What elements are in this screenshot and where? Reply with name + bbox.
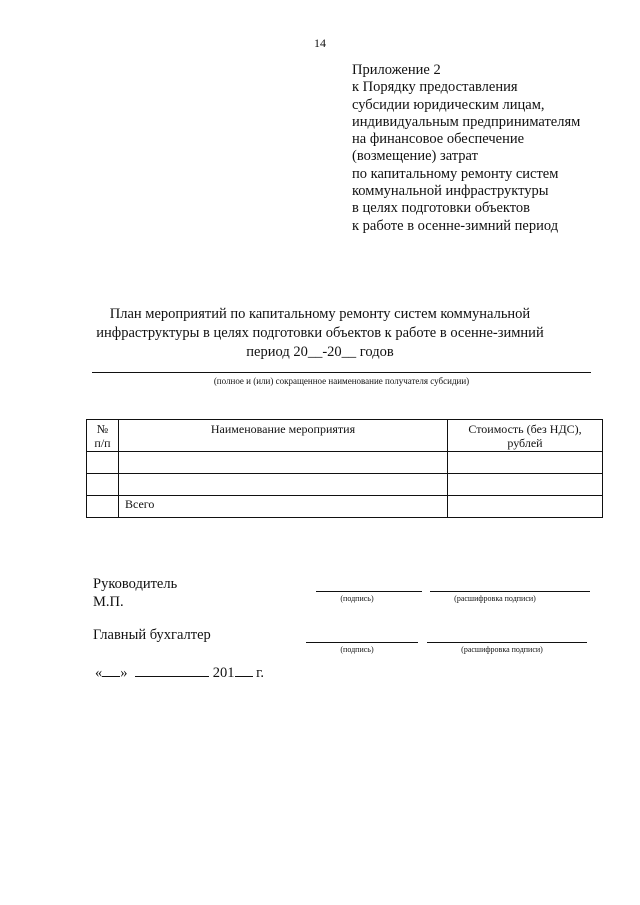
header-activity-name: Наименование мероприятия bbox=[119, 420, 448, 452]
title-line: инфраструктуры в целях подготовки объектов к работе в осенне-зимний bbox=[96, 325, 544, 341]
title-line: План мероприятий по капитальному ремонту систем коммунальной bbox=[109, 306, 531, 322]
plan-table bbox=[86, 419, 603, 518]
header-number-symbol: № bbox=[96, 422, 109, 436]
accountant-signature-caption: (подпись) bbox=[340, 645, 374, 654]
header-cost bbox=[448, 420, 603, 452]
month-blank bbox=[135, 664, 209, 677]
accountant-decryption-line bbox=[427, 642, 587, 643]
page-number: 14 bbox=[314, 36, 326, 50]
table-cell bbox=[119, 452, 448, 474]
header-cost-line1: Стоимость (без НДС), bbox=[468, 422, 582, 436]
date-open-quote: « bbox=[95, 665, 103, 681]
header-cost-line2: рублей bbox=[507, 436, 543, 450]
date-year-prefix: 201 bbox=[212, 665, 235, 681]
table-cell bbox=[119, 474, 448, 496]
date-line bbox=[95, 664, 264, 682]
stamp-label: М.П. bbox=[93, 594, 124, 610]
year-blank bbox=[235, 664, 253, 677]
table-cell bbox=[87, 496, 119, 518]
table-cell bbox=[448, 496, 603, 518]
table-row bbox=[87, 474, 603, 496]
head-decryption-line bbox=[430, 591, 590, 592]
total-label: Всего bbox=[119, 496, 448, 518]
date-close-quote: » bbox=[120, 665, 128, 681]
head-signature-caption: (подпись) bbox=[340, 594, 374, 603]
table-header-row bbox=[87, 420, 603, 452]
head-signature-line bbox=[316, 591, 422, 592]
accountant-label: Главный бухгалтер bbox=[93, 627, 211, 643]
header-number-abbr: п/п bbox=[94, 436, 111, 450]
appendix-line: на финансовое обеспечение bbox=[352, 131, 525, 148]
appendix-line: Приложение 2 bbox=[352, 62, 441, 78]
appendix-line: коммунальной инфраструктуры bbox=[352, 183, 549, 200]
table-cell bbox=[448, 452, 603, 474]
header-number bbox=[87, 420, 119, 452]
date-year-suffix: г. bbox=[256, 665, 265, 681]
appendix-line: по капитальному ремонту систем bbox=[352, 165, 559, 182]
appendix-line: субсидии юридическим лицам, bbox=[352, 96, 545, 113]
document-title bbox=[60, 305, 580, 362]
head-decryption-caption: (расшифровка подписи) bbox=[454, 594, 536, 603]
table-row bbox=[87, 452, 603, 474]
appendix-line: в целях подготовки объектов bbox=[352, 200, 531, 217]
appendix-line: индивидуальным предпринимателям bbox=[352, 113, 581, 130]
accountant-decryption-caption: (расшифровка подписи) bbox=[461, 645, 543, 654]
appendix-line: (возмещение) затрат bbox=[352, 148, 478, 165]
table-total-row bbox=[87, 496, 603, 518]
accountant-signature-line bbox=[306, 642, 418, 643]
title-line: период 20__-20__ годов bbox=[246, 344, 394, 360]
appendix-line: к Порядку предоставления bbox=[352, 79, 518, 96]
table-cell bbox=[448, 474, 603, 496]
appendix-line: к работе в осенне-зимний период bbox=[352, 217, 559, 234]
table-cell bbox=[87, 474, 119, 496]
recipient-name-line bbox=[92, 372, 591, 373]
table-cell bbox=[87, 452, 119, 474]
appendix-header bbox=[352, 62, 580, 235]
day-blank bbox=[102, 664, 120, 677]
recipient-caption: (полное и (или) сокращенное наименование получателя субсидии) bbox=[213, 376, 470, 386]
head-label: Руководитель bbox=[93, 576, 178, 592]
